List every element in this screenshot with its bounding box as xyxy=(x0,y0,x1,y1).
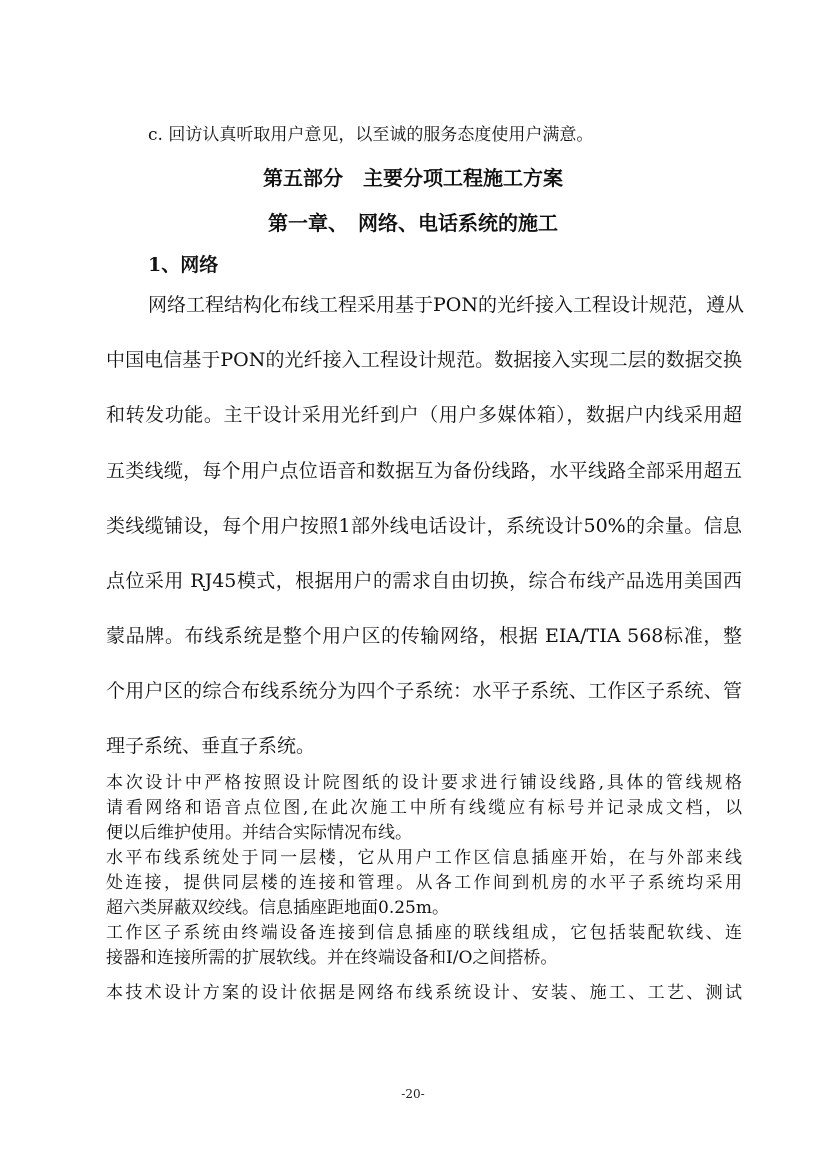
chapter-title: 第一章、 网络、电话系统的施工 xyxy=(268,211,558,235)
paragraph-line: 水平布线系统处于同一层楼，它从用户工作区信息插座开始，在与外部来线 xyxy=(106,848,742,868)
paragraph-line: 个用户区的综合布线系统分为四个子系统：水平子系统、工作区子系统、管 xyxy=(106,680,742,702)
paragraph-line: 点位采用 RJ45模式，根据用户的需求自由切换，综合布线产品选用美国西 xyxy=(106,570,742,592)
paragraph-line: 中国电信基于PON的光纤接入工程设计规范。数据接入实现二层的数据交换 xyxy=(106,349,742,371)
part-title: 第五部分 主要分项工程施工方案 xyxy=(263,166,563,190)
paragraph-line: 超六类屏蔽双绞线。信息插座距地面0.25m。 xyxy=(106,898,449,918)
paragraph-line: 网络工程结构化布线工程采用基于PON的光纤接入工程设计规范，遵从 xyxy=(148,294,744,316)
paragraph-line: 本技术设计方案的设计依据是网络布线系统设计、安装、施工、工艺、测试 xyxy=(106,983,742,1003)
paragraph-line: 五类线缆，每个用户点位语音和数据互为备份线路，水平线路全部采用超五 xyxy=(106,460,742,482)
paragraph-line: 接器和连接所需的扩展软线。并在终端设备和I/O之间搭桥。 xyxy=(106,948,558,968)
paragraph-line: 蒙品牌。布线系统是整个用户区的传输网络，根据 EIA/TIA 568标准，整 xyxy=(106,625,742,647)
section-title: 1、网络 xyxy=(148,254,219,276)
paragraph-line: 便以后维护使用。并结合实际情况布线。 xyxy=(106,823,412,843)
paragraph-line: 和转发功能。主干设计采用光纤到户（用户多媒体箱），数据户内线采用超 xyxy=(106,404,742,426)
paragraph-line: 理子系统、垂直子系统。 xyxy=(106,735,316,757)
paragraph-line: 工作区子系统由终端设备连接到信息插座的联线组成，它包括装配软线、连 xyxy=(106,923,742,943)
list-item-c: c. 回访认真听取用户意见，以至诚的服务态度使用户满意。 xyxy=(148,125,594,145)
paragraph-line: 请看网络和语音点位图,在此次施工中所有线缆应有标号并记录成文档，以 xyxy=(106,798,742,818)
paragraph-line: 本次设计中严格按照设计院图纸的设计要求进行铺设线路,具体的管线规格 xyxy=(106,773,742,793)
paragraph-line: 处连接，提供同层楼的连接和管理。从各工作间到机房的水平子系统均采用 xyxy=(106,873,742,893)
page-number: -20- xyxy=(401,1087,425,1101)
paragraph-line: 类线缆铺设，每个用户按照1部外线电话设计，系统设计50%的余量。信息 xyxy=(106,515,742,537)
